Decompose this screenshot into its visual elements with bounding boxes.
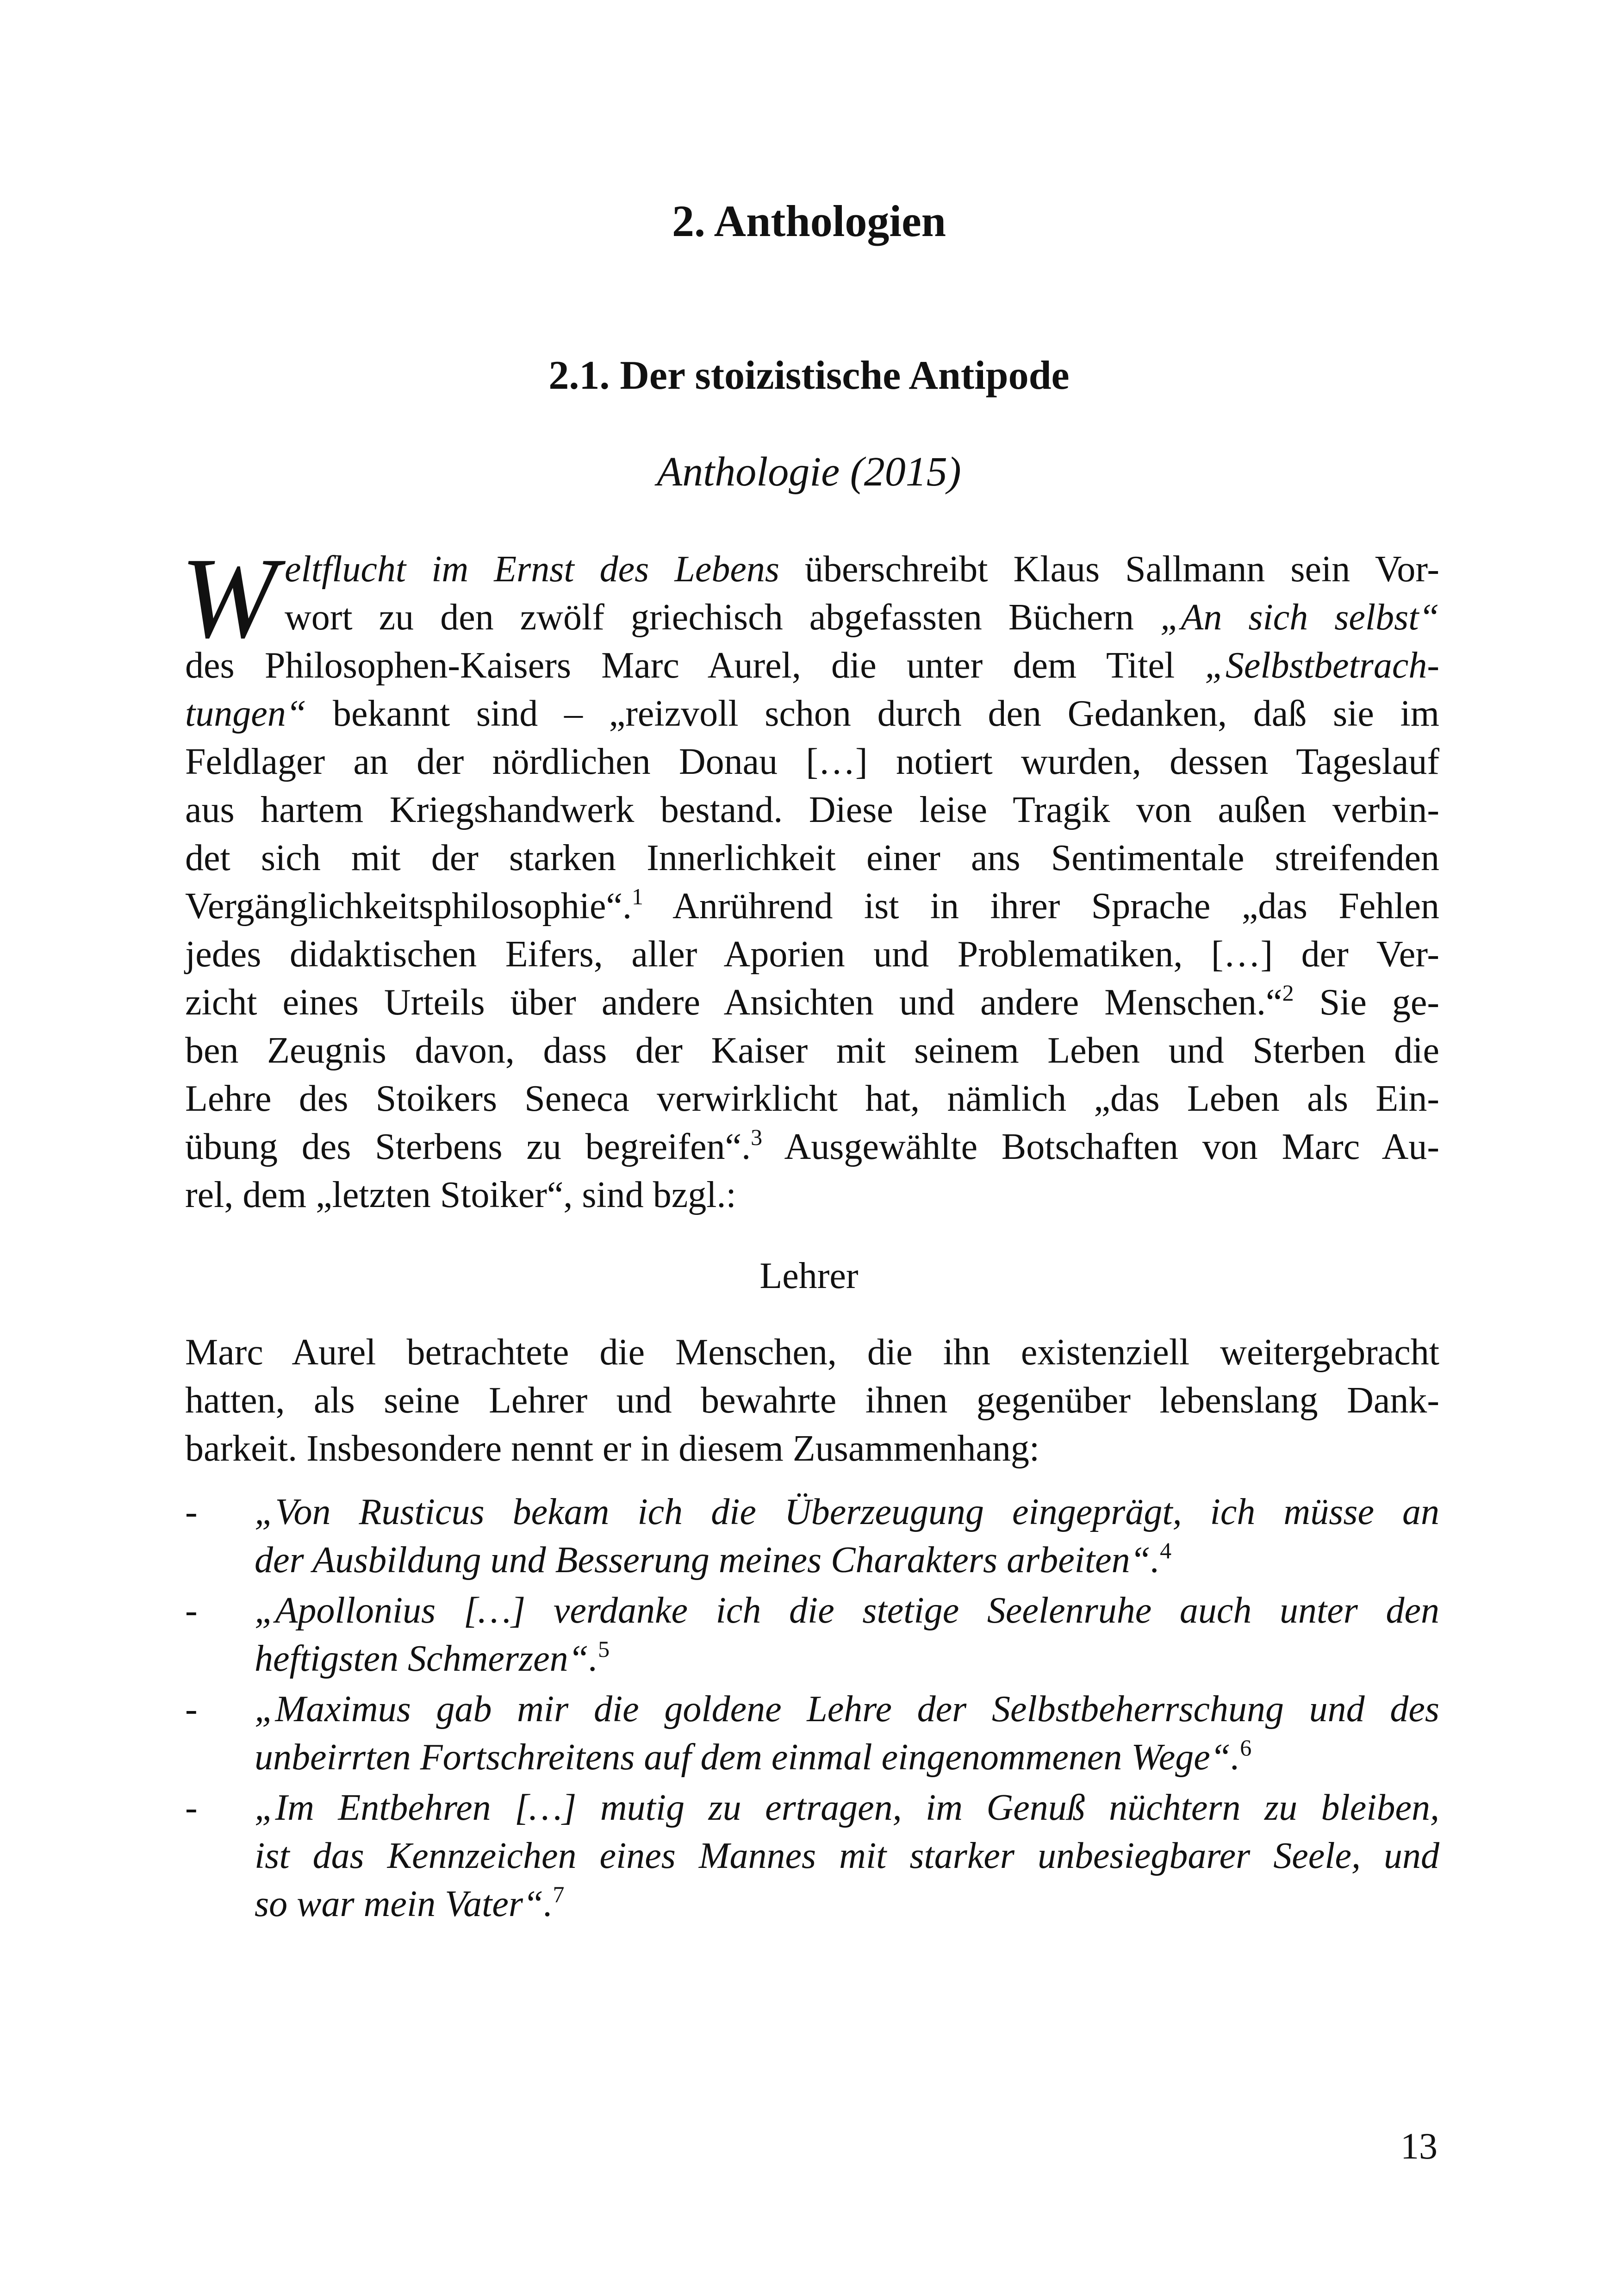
text-line — [185, 882, 1439, 930]
intro-paragraph — [180, 534, 1439, 1219]
text-segment: bekannt sind – „reizvoll schon durch den Gedanken, daß sie im — [306, 693, 1439, 734]
footnote-ref: 7 — [553, 1881, 565, 1907]
text-line — [185, 738, 1439, 786]
quote-line — [255, 1536, 1439, 1584]
text-segment: det sich mit der starken Innerlichkeit einer ans Sentimentale streifenden — [185, 838, 1439, 878]
section-subtitle: Anthologie (2015) — [657, 449, 961, 495]
text-line — [185, 978, 1439, 1027]
footnote-ref: 6 — [1240, 1735, 1252, 1761]
footnote-ref: 1 — [632, 884, 643, 909]
list-item — [185, 1488, 1439, 1584]
quote-text: der Ausbildung und Besserung meines Charakters arbeiten“. — [255, 1540, 1160, 1580]
quote-text: so war mein Vater“. — [255, 1884, 553, 1924]
text-segment: überschreibt Klaus Sallmann sein Vor- — [779, 549, 1439, 590]
text-line — [185, 641, 1439, 690]
quote-text: heftigsten Schmerzen“. — [255, 1638, 598, 1679]
text-segment: zicht eines Urteils über andere Ansichten und andere Menschen.“ — [185, 982, 1282, 1023]
text-line: barkeit. Insbesondere nennt er in diesem Zusammenhang: — [185, 1428, 1040, 1469]
text-segment: wort zu den zwölf griechisch abgefassten Büchern — [285, 597, 1160, 638]
quote-line — [255, 1587, 1439, 1635]
quote-text: unbeirrten Fortschreitens auf dem einmal eingenommenen Wege“. — [255, 1737, 1240, 1778]
text-line — [185, 545, 1439, 593]
quote-text: „Apollonius […] verdanke ich die stetige Seelenruhe auch unter den — [255, 1590, 1439, 1631]
quote-line — [255, 1784, 1439, 1832]
text-segment: tungen“ — [185, 693, 307, 734]
text-segment: Vergänglichkeitsphilosophie“. — [185, 886, 632, 927]
footnote-ref: 5 — [598, 1636, 610, 1662]
text-line — [185, 593, 1439, 641]
text-line — [185, 1027, 1439, 1075]
list-bullet: - — [185, 1492, 198, 1532]
text-line — [185, 1171, 1439, 1219]
list-item — [185, 1685, 1439, 1781]
quote-text: „Maximus gab mir die goldene Lehre der Selbstbeherrschung und des — [255, 1689, 1439, 1730]
list-item — [185, 1587, 1439, 1683]
quote-text: „Im Entbehren […] mutig zu ertragen, im Genuß nüchtern zu bleiben, — [255, 1787, 1439, 1828]
quote-line — [255, 1635, 1439, 1683]
quote-list — [185, 1488, 1439, 1930]
footnote-ref: 3 — [751, 1124, 763, 1150]
text-segment: Sie ge- — [1294, 982, 1439, 1023]
list-item — [185, 1784, 1439, 1928]
text-segment: übung des Sterbens zu begreifen“. — [185, 1126, 751, 1167]
list-bullet: - — [185, 1590, 198, 1631]
text-line — [185, 834, 1439, 882]
chapter-title: 2. Anthologien — [672, 196, 946, 246]
text-line: Marc Aurel betrachtete die Menschen, die ihn existenziell weitergebracht — [185, 1332, 1439, 1373]
text-segment: Ausgewählte Botschaften von Marc Au- — [762, 1126, 1439, 1167]
quote-line — [255, 1832, 1439, 1880]
text-line: hatten, als seine Lehrer und bewahrte ihnen gegenüber lebenslang Dank- — [185, 1380, 1439, 1421]
quote-line — [255, 1685, 1439, 1733]
text-segment: Lehre des Stoikers Seneca verwirklicht hat, nämlich „das Leben als Ein- — [185, 1078, 1439, 1119]
list-bullet: - — [185, 1787, 198, 1828]
list-bullet: - — [185, 1689, 198, 1730]
page-number: 13 — [1400, 2126, 1438, 2167]
text-segment: des Philosophen-Kaisers Marc Aurel, die unter dem Titel — [185, 645, 1205, 686]
quote-text: ist das Kennzeichen eines Mannes mit starker unbesiegbarer Seele, und — [255, 1836, 1439, 1876]
text-line — [185, 930, 1439, 978]
lehrer-paragraph — [185, 1328, 1439, 1473]
subheading-lehrer: Lehrer — [759, 1256, 859, 1296]
text-segment: jedes didaktischen Eifers, aller Aporien und Problematiken, […] der Ver- — [185, 934, 1439, 975]
quote-line — [255, 1880, 1439, 1928]
drop-cap: W — [180, 534, 277, 662]
footnote-ref: 2 — [1282, 980, 1294, 1006]
text-line — [185, 786, 1439, 834]
text-segment: Feldlager an der nördlichen Donau […] notiert wurden, dessen Tageslauf — [185, 741, 1439, 782]
text-segment: „Selbstbetrach- — [1205, 645, 1439, 686]
text-segment: Anrührend ist in ihrer Sprache „das Fehlen — [643, 886, 1439, 927]
text-line — [185, 1123, 1439, 1171]
text-segment: eltflucht im Ernst des Lebens — [285, 549, 779, 590]
text-segment: „An sich selbst“ — [1160, 597, 1439, 638]
footnote-ref: 4 — [1160, 1537, 1172, 1563]
quote-line — [255, 1733, 1439, 1781]
text-segment: aus hartem Kriegshandwerk bestand. Diese leise Tragik von außen verbin- — [185, 790, 1439, 830]
text-line — [185, 690, 1439, 738]
text-segment: ben Zeugnis davon, dass der Kaiser mit seinem Leben und Sterben die — [185, 1030, 1439, 1071]
text-line — [185, 1075, 1439, 1123]
text-segment: rel, dem „letzten Stoiker“, sind bzgl.: — [185, 1175, 736, 1215]
section-title: 2.1. Der stoizistische Antipode — [548, 353, 1070, 398]
quote-text: „Von Rusticus bekam ich die Überzeugung eingeprägt, ich müsse an — [255, 1492, 1439, 1532]
quote-line — [255, 1488, 1439, 1536]
